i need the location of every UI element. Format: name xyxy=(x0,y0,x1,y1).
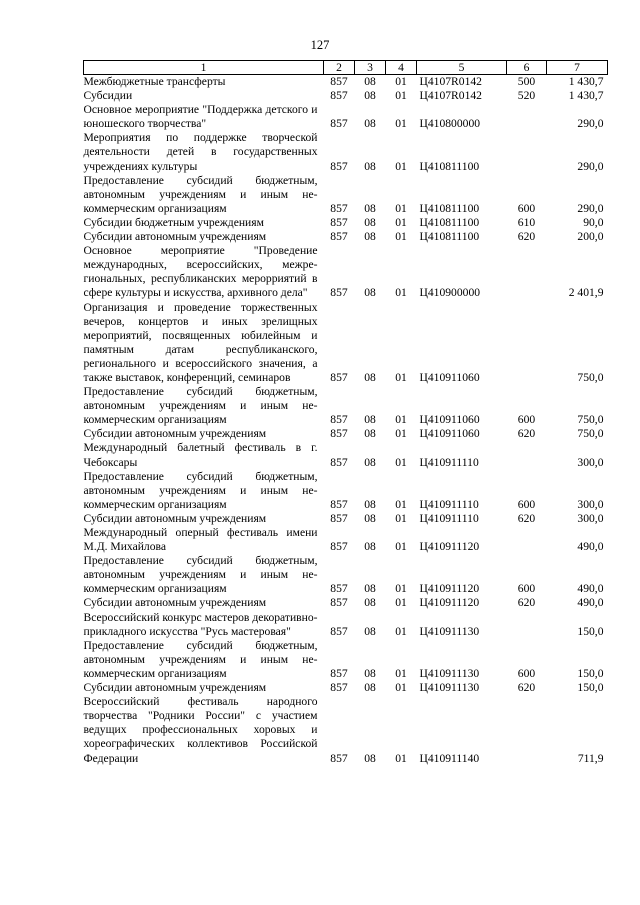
target-article-code: Ц410811100 xyxy=(419,159,480,173)
subsection-code: 01 xyxy=(395,286,407,300)
expense-type-code: 500 xyxy=(517,75,536,88)
table-row xyxy=(84,89,608,103)
row-name: Предоставление субсидий бюджетным, автономным учреждениям и иным некоммерческим организациям xyxy=(83,385,318,427)
row-name: Международный балетный фестиваль в г. Чебоксары xyxy=(83,441,318,469)
target-article-code: Ц410911060 xyxy=(419,370,480,384)
table-row xyxy=(84,611,608,639)
subsection-code: 01 xyxy=(395,582,407,596)
amount-value: 150,0 xyxy=(577,681,604,695)
row-name: Основное мероприятие "Поддержка детского и юношеского творчества" xyxy=(83,103,318,131)
table-row xyxy=(84,681,608,695)
row-name: Международный оперный фестиваль имени М.Д. Михайлова xyxy=(83,526,318,554)
target-article-code: Ц410911120 xyxy=(419,582,480,596)
admin-code: 857 xyxy=(330,540,348,554)
subsection-code: 01 xyxy=(395,370,407,384)
table-header-row xyxy=(84,61,608,75)
row-name: Межбюджетные трансферты xyxy=(83,75,226,88)
amount-value: 290,0 xyxy=(577,117,604,131)
table-body xyxy=(84,75,608,766)
admin-code: 857 xyxy=(330,582,348,596)
table-row xyxy=(84,301,608,386)
section-code: 08 xyxy=(364,215,376,229)
expense-type-code: 620 xyxy=(517,230,536,244)
section-code: 08 xyxy=(364,624,376,638)
row-name: Субсидии автономным учреждениям xyxy=(83,427,267,441)
section-code: 08 xyxy=(364,540,376,554)
row-name: Мероприятия по поддержке творческой деятельности детей в государственных учреждениях культуры xyxy=(83,131,318,173)
subsection-code: 01 xyxy=(395,159,407,173)
subsection-code: 01 xyxy=(395,455,407,469)
table-row xyxy=(84,554,608,596)
expense-type-code: 620 xyxy=(517,596,536,610)
target-article-code: Ц410911120 xyxy=(419,540,480,554)
admin-code: 857 xyxy=(330,286,348,300)
section-code: 08 xyxy=(364,201,376,215)
section-code: 08 xyxy=(364,117,376,131)
table-row xyxy=(84,441,608,469)
expense-type-code xyxy=(507,526,547,554)
table-row xyxy=(84,512,608,526)
amount-value: 150,0 xyxy=(577,624,604,638)
table-row xyxy=(84,526,608,554)
section-code: 08 xyxy=(364,413,376,427)
target-article-code: Ц410911140 xyxy=(419,751,480,765)
section-code: 08 xyxy=(364,596,376,610)
target-article-code: Ц4107R0142 xyxy=(419,75,482,88)
section-code: 08 xyxy=(364,582,376,596)
subsection-code: 01 xyxy=(395,751,407,765)
section-code: 08 xyxy=(364,370,376,384)
expense-type-code: 600 xyxy=(517,497,536,511)
subsection-code: 01 xyxy=(395,201,407,215)
admin-code: 857 xyxy=(330,596,348,610)
table-row xyxy=(84,174,608,216)
admin-code: 857 xyxy=(330,455,348,469)
subsection-code: 01 xyxy=(395,215,407,229)
column-header: 1 xyxy=(84,61,324,75)
row-name: Организация и проведение торжественных вечеров, концертов и иных зрелищных мероприятий, посвященных юбилейным и памятным датам республиканского, регионального и всероссийского значения, а также выставок, конференций, семинаров xyxy=(83,300,318,384)
amount-value: 2 401,9 xyxy=(568,286,604,300)
target-article-code: Ц410911060 xyxy=(419,413,480,427)
page-number: 127 xyxy=(310,38,330,52)
subsection-code: 01 xyxy=(395,540,407,554)
expense-type-code: 600 xyxy=(517,582,536,596)
expense-type-code: 520 xyxy=(517,89,536,103)
table-row xyxy=(84,131,608,173)
target-article-code: Ц410911130 xyxy=(419,681,480,695)
target-article-code: Ц410811100 xyxy=(419,201,480,215)
subsection-code: 01 xyxy=(395,117,407,131)
section-code: 08 xyxy=(364,427,376,441)
table-row xyxy=(84,470,608,512)
amount-value: 711,9 xyxy=(577,751,604,765)
row-name: Предоставление субсидий бюджетным, автономным учреждениям и иным некоммерческим организациям xyxy=(83,554,318,596)
admin-code: 857 xyxy=(330,370,348,384)
row-name: Субсидии бюджетным учреждениям xyxy=(83,215,264,229)
target-article-code: Ц410800000 xyxy=(419,117,481,131)
target-article-code: Ц410911110 xyxy=(419,455,479,469)
amount-value: 290,0 xyxy=(577,201,604,215)
section-code: 08 xyxy=(364,497,376,511)
target-article-code: Ц410900000 xyxy=(419,286,481,300)
column-header: 4 xyxy=(386,61,417,75)
table-row xyxy=(84,75,608,90)
amount-value: 490,0 xyxy=(577,540,604,554)
amount-value: 1 430,7 xyxy=(568,75,604,88)
expense-type-code: 620 xyxy=(517,427,536,441)
amount-value: 200,0 xyxy=(577,230,604,244)
table-row xyxy=(84,639,608,681)
table-row xyxy=(84,216,608,230)
admin-code: 857 xyxy=(330,427,348,441)
admin-code: 857 xyxy=(330,497,348,511)
expense-type-code: 600 xyxy=(517,201,536,215)
admin-code: 857 xyxy=(330,666,348,680)
subsection-code: 01 xyxy=(395,511,407,525)
target-article-code: Ц410911110 xyxy=(419,497,479,511)
amount-value: 1 430,7 xyxy=(568,89,604,103)
row-name: Предоставление субсидий бюджетным, автономным учреждениям и иным некоммерческим организациям xyxy=(83,469,318,511)
section-code: 08 xyxy=(364,230,376,244)
section-code: 08 xyxy=(364,681,376,695)
expense-type-code: 610 xyxy=(517,215,536,229)
admin-code: 857 xyxy=(330,201,348,215)
admin-code: 857 xyxy=(330,75,348,88)
subsection-code: 01 xyxy=(395,230,407,244)
amount-value: 490,0 xyxy=(577,582,604,596)
expense-type-code xyxy=(507,695,547,765)
amount-value: 300,0 xyxy=(577,455,604,469)
expense-type-code xyxy=(507,103,547,131)
section-code: 08 xyxy=(364,159,376,173)
row-name: Субсидии автономным учреждениям xyxy=(83,230,267,244)
table-row xyxy=(84,385,608,427)
target-article-code: Ц410811100 xyxy=(419,215,480,229)
admin-code: 857 xyxy=(330,624,348,638)
row-name: Предоставление субсидий бюджетным, автономным учреждениям и иным некоммерческим организациям xyxy=(83,638,318,680)
table-row xyxy=(84,244,608,300)
table-row xyxy=(84,427,608,441)
amount-value: 150,0 xyxy=(577,666,604,680)
row-name: Субсидии автономным учреждениям xyxy=(83,681,267,695)
expense-type-code xyxy=(507,244,547,300)
table-row xyxy=(84,230,608,244)
row-name: Всероссийский конкурс мастеров декоративно-прикладного искусства "Русь мастеровая" xyxy=(83,610,318,638)
expense-type-code: 620 xyxy=(517,511,536,525)
table-row xyxy=(84,695,608,765)
row-name: Субсидии автономным учреждениям xyxy=(83,596,267,610)
amount-value: 490,0 xyxy=(577,596,604,610)
target-article-code: Ц410911110 xyxy=(419,511,479,525)
section-code: 08 xyxy=(364,751,376,765)
admin-code: 857 xyxy=(330,159,348,173)
column-header: 5 xyxy=(417,61,507,75)
admin-code: 857 xyxy=(330,511,348,525)
amount-value: 90,0 xyxy=(583,215,604,229)
expense-type-code: 620 xyxy=(517,681,536,695)
budget-table xyxy=(83,60,608,766)
subsection-code: 01 xyxy=(395,75,407,88)
admin-code: 857 xyxy=(330,89,348,103)
admin-code: 857 xyxy=(330,751,348,765)
subsection-code: 01 xyxy=(395,413,407,427)
amount-value: 750,0 xyxy=(577,413,604,427)
column-header: 7 xyxy=(547,61,608,75)
table-row xyxy=(84,596,608,610)
admin-code: 857 xyxy=(330,230,348,244)
expense-type-code xyxy=(507,611,547,639)
admin-code: 857 xyxy=(330,413,348,427)
column-header: 2 xyxy=(324,61,355,75)
amount-value: 300,0 xyxy=(577,511,604,525)
amount-value: 300,0 xyxy=(577,497,604,511)
subsection-code: 01 xyxy=(395,497,407,511)
subsection-code: 01 xyxy=(395,666,407,680)
amount-value: 750,0 xyxy=(577,370,604,384)
target-article-code: Ц410811100 xyxy=(419,230,480,244)
row-name: Предоставление субсидий бюджетным, автономным учреждениям и иным некоммерческим организациям xyxy=(83,173,318,215)
row-name: Субсидии автономным учреждениям xyxy=(83,511,267,525)
target-article-code: Ц410911130 xyxy=(419,666,480,680)
expense-type-code xyxy=(507,301,547,386)
amount-value: 290,0 xyxy=(577,159,604,173)
subsection-code: 01 xyxy=(395,596,407,610)
subsection-code: 01 xyxy=(395,681,407,695)
column-header: 6 xyxy=(507,61,547,75)
target-article-code: Ц410911120 xyxy=(419,596,480,610)
expense-type-code xyxy=(507,131,547,173)
section-code: 08 xyxy=(364,455,376,469)
row-name: Всероссийский фестиваль народного творчества "Родники России" с участием ведущих профессиональных хоровых и хореографических коллективов Российской Федерации xyxy=(83,695,318,765)
section-code: 08 xyxy=(364,511,376,525)
target-article-code: Ц410911130 xyxy=(419,624,480,638)
section-code: 08 xyxy=(364,286,376,300)
expense-type-code xyxy=(507,441,547,469)
row-name: Основное мероприятие "Проведение международных, всероссийских, межрегиональных, республиканских мероpриятий в сфере культуры и искусства, архивного дела" xyxy=(83,244,318,300)
section-code: 08 xyxy=(364,89,376,103)
admin-code: 857 xyxy=(330,117,348,131)
subsection-code: 01 xyxy=(395,624,407,638)
target-article-code: Ц4107R0142 xyxy=(419,89,482,103)
amount-value: 750,0 xyxy=(577,427,604,441)
table-row xyxy=(84,103,608,131)
row-name: Субсидии xyxy=(83,89,133,103)
section-code: 08 xyxy=(364,666,376,680)
target-article-code: Ц410911060 xyxy=(419,427,480,441)
admin-code: 857 xyxy=(330,681,348,695)
expense-type-code: 600 xyxy=(517,666,536,680)
subsection-code: 01 xyxy=(395,427,407,441)
expense-type-code: 600 xyxy=(517,413,536,427)
section-code: 08 xyxy=(364,75,376,88)
column-header: 3 xyxy=(355,61,386,75)
subsection-code: 01 xyxy=(395,89,407,103)
admin-code: 857 xyxy=(330,215,348,229)
